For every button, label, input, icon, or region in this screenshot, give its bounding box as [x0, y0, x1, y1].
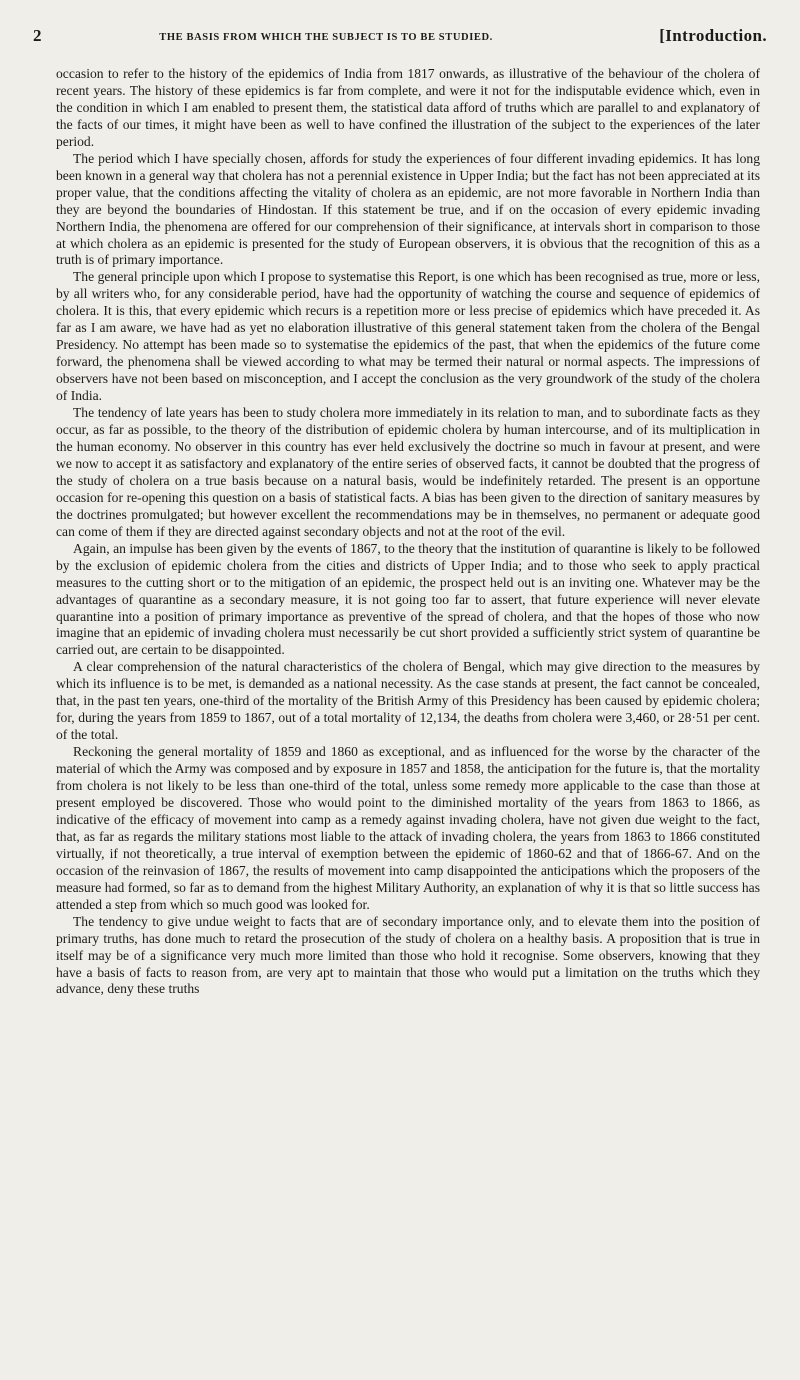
- paragraph: The tendency of late years has been to study cholera more immediately in its relation to man, and to subordinate facts as they occur, as far as possible, to the theory of the distribution of epidemic cholera by human intercourse, and of its multiplication in the human economy. No observer in this country has ever held exclusively the doctrine so much in favour at present, and were we now to accept it as satisfactory and explanatory of the entire series of observed facts, it cannot be doubted that the progress of the study of cholera on a true basis because on a natural basis, would be indefinitely retarded. The present is an opportune occasion for re-opening this question on a basis of statistical facts. A bias has been given to the direction of sanitary measures by the doctrines promulgated; but however excellent the recommendations may be in themselves, no permanent or adequate good can come of them if they are directed against secondary objects and not at the root of the evil.: [56, 405, 760, 539]
- page-number: 2: [33, 26, 42, 45]
- paragraph: Again, an impulse has been given by the events of 1867, to the theory that the institution of quarantine is likely to be followed by the exclusion of epidemic cholera from the cities and districts of Upper India; and to those who seek to apply practical measures to the cutting short or to the mitigation of an epidemic, the prospect held out is an inviting one. Whatever may be the advantages of quarantine as a secondary measure, it is not going too far to assert, that future experience will never elevate quarantine into a position of primary importance as preventive of the spread of cholera, and that the hopes of those who now imagine that an epidemic of invading cholera must necessarily be cut short provided a sufficiently strict system of quarantine be carried out, are certain to be disappointed.: [56, 540, 760, 658]
- section-label: [Introduction.: [659, 26, 767, 45]
- paragraph-continued: occasion to refer to the history of the epidemics of India from 1817 onwards, as illustrative of the behaviour of the cholera of recent years. The history of these epidemics is far from complete, and were it not for the indisputable evidence which, even in the condition in which I am enabled to present them, the statistical data afford of truths which are parallel to and explanatory of the facts of our times, it might have been as well to have confined the illustration of the subject to the experiences of the later period.: [56, 66, 760, 149]
- paragraph: The tendency to give undue weight to facts that are of secondary importance only, and to elevate them into the position of primary truths, has done much to retard the prosecution of the study of cholera on a healthy basis. A proposition that is true in itself may be of a significance very much more limited than those who hold it recognise. Some observers, knowing that they have a basis of facts to reason from, are very apt to maintain that those who would put a limitation on the truths which they advance, deny these truths: [56, 913, 760, 997]
- body-text: [56, 66, 760, 998]
- paragraph: A clear comprehension of the natural characteristics of the cholera of Bengal, which may give direction to the measures by which its influence is to be met, is demanded as a national necessity. As the case stands at present, the fact cannot be concealed, that, in the past ten years, one-third of the mortality of the British Army of this Presidency has been caused by epidemic cholera; for, during the years from 1859 to 1867, out of a total mortality of 12,134, the deaths from cholera were 3,460, or 28·51 per cent. of the total.: [56, 659, 760, 743]
- paragraph: The general principle upon which I propose to systematise this Report, is one which has been recognised as true, more or less, by all writers who, for any considerable period, have had the opportunity of watching the course and sequence of epidemics of cholera. It is this, that every epidemic which recurs is a repetition more or less precise of epidemics which have preceded it. As far as I am aware, we have had as yet no elaboration illustrative of this general statement taken from the cholera of the Bengal Presidency. No attempt has been made so to systematise the epidemics of the past, that when the epidemics of the future come forward, the phenomena shall be viewed according to what may be termed their natural or normal aspects. The impressions of observers have not been based on misconception, and I accept the conclusion as the very groundwork of the study of the cholera of India.: [56, 269, 760, 404]
- paragraph: Reckoning the general mortality of 1859 and 1860 as exceptional, and as influenced for the worse by the character of the material of which the Army was composed and by exposure in 1857 and 1858, the anticipation for the future is, that the mortality from cholera is not likely to be less than one-third of the total, unless some remedy more applicable to the case than those at present employed be discovered. Those who would point to the diminished mortality of the years from 1863 to 1866, as indicative of the efficacy of movement into camp as a remedy against invading cholera, have not given due weight to the fact, that, as far as regards the military stations most liable to the attack of invading cholera, the years from 1863 to 1866 constituted virtually, if not theoretically, a true interval of exemption between the epidemic of 1860-62 and that of 1866-67. And on the occasion of the reinvasion of 1867, the results of movement into camp disappointed the anticipations which the proposers of the measure had formed, so far as to demand from the highest Military Authority, an explanation of why it is that so little success has attended a step from which so much good was looked for.: [56, 744, 760, 912]
- running-title: THE BASIS FROM WHICH THE SUBJECT IS TO BE STUDIED.: [159, 32, 493, 43]
- running-head: [33, 20, 767, 46]
- paragraph: The period which I have specially chosen, affords for study the experiences of four different invading epidemics. It has long been known in a general way that cholera has not a perennial existence in Upper India; but the fact has not been appreciated at its proper value, that the conditions affecting the vitality of cholera as an epidemic, are not more favorable in Northern India than they are beyond the boundaries of Hindostan. If this statement be true, and if on the occasion of every epidemic invading Northern India, the phenomena are offered for our comprehension of their significance, at intervals short in comparison to those at which cholera as an epidemic is presented for the study of European observers, it is obvious that the recognition of this as a truth is of primary importance.: [56, 150, 760, 268]
